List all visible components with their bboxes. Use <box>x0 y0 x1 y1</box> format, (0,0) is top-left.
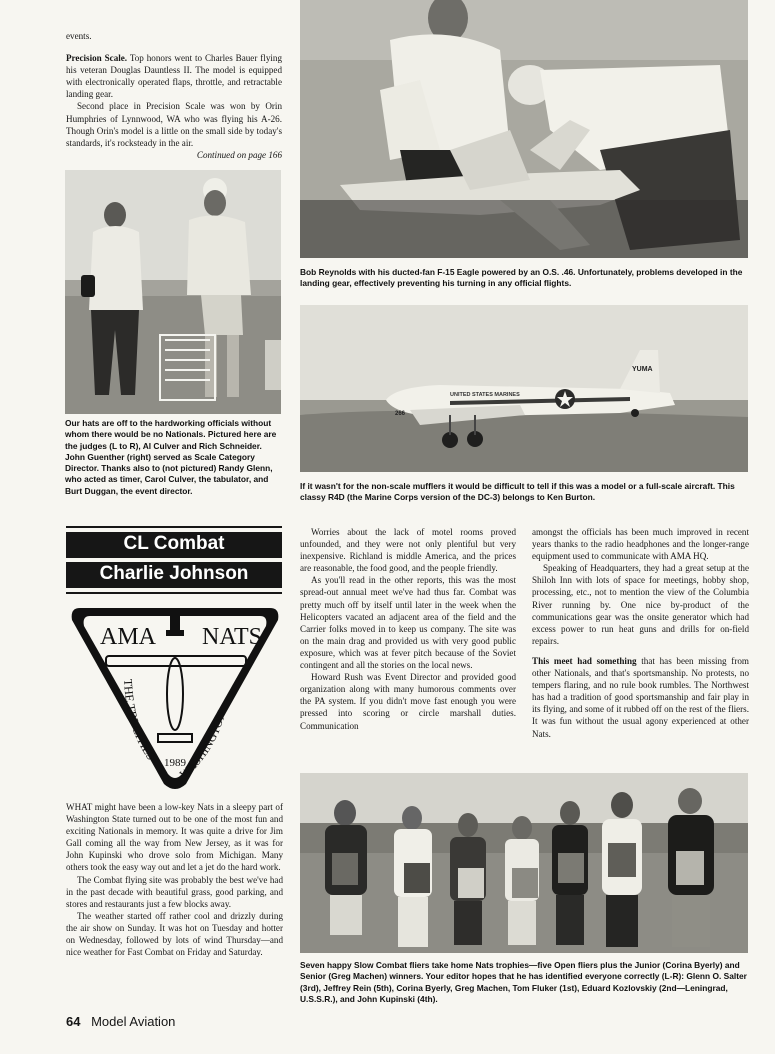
page-footer <box>66 1014 366 1029</box>
section-header <box>66 526 282 594</box>
section-author: Charlie Johnson <box>66 562 282 588</box>
precision-body: Top honors went to Charles Bauer flying his veteran Douglas Dauntless II. The model is equipped with electronically operated flaps, throttle, and retractable landing gear. <box>66 53 283 100</box>
judges-caption: Our hats are off to the hardworking officials without whom there would be no Nationals. Pictured here are the judges (L to R), Al Culver and Rich Schneider. John Guenther (right) served as Scale Category Director. Thanks also to (not pictured) Randy Glenn, who acted as timer, Carol Culver, the tabulator, and Burt Duggan, the event director. <box>65 418 277 496</box>
r4d-photo <box>300 305 748 472</box>
logo-arc-right-path: WASHINGTON <box>176 709 229 782</box>
f15-photo <box>300 0 748 258</box>
article-column-1 <box>66 801 283 958</box>
lead-text: events. <box>66 31 92 41</box>
ama-nats-logo-image <box>66 594 284 794</box>
precision-paragraph <box>66 52 282 100</box>
r4d-number-text: 266 <box>395 411 406 417</box>
article-column-3 <box>532 526 749 740</box>
logo-right-text: NATS <box>201 624 263 650</box>
article-p3: The weather started off rather cool and drizzly during the air show on Sunday. It was hot on Tuesday and hotter on Wednesday, followed by lots of wind Thursday—and nice weather for Fast Combat on Friday and Saturday. <box>66 910 283 958</box>
f15-caption: Bob Reynolds with his ducted-fan F-15 Eagle powered by an O.S. .46. Unfortunately, problems developed in the landing gear, effectively preventing his turning in any official flights. <box>300 267 743 289</box>
logo-arc-left-path: THE TRI-CITIES <box>120 678 159 763</box>
second-place-paragraph: Second place in Precision Scale was won by Orin Humphries of Lynnwood, WA who was flying his A-26. Though Orin's model is a little on the small side by today's standards, it's rocksteady in the air. <box>66 101 282 148</box>
r4d-fuselage-text: UNITED STATES MARINES <box>450 392 520 398</box>
r4d-caption: If it wasn't for the non-scale mufflers it would be difficult to tell if this was a model or a full-scale aircraft. This classy R4D (the Marine Corps version of the DC-3) belongs to Ken Burton. <box>300 481 735 503</box>
judges-photo-image <box>65 170 281 414</box>
article-p6: Howard Rush was Event Director and provided good organization along with many humorous comments over the PA system. If you didn't move fast enough you were pressed into scoring or circle marshall duties. Communication <box>300 672 516 731</box>
logo-left-text: AMA <box>99 624 157 650</box>
article-column-2 <box>300 526 516 732</box>
judges-photo <box>65 170 281 414</box>
logo-year: 1989 <box>164 757 186 769</box>
article-p5: As you'll read in the other reports, this was the most spread-out annual meet we've had thus far. Combat was pretty much off by itself until later in the week when the Helicopters vacated an adjacent area of the field and the Carrier folks moved in to keep us company. The site was on the main drag and provided us with very good public exposure, which was at fever pitch because of the Soviet contingent and all the stories on the local news. <box>300 575 516 671</box>
article-p1: WHAT might have been a low-key Nats in a sleepy part of Washington State turned out to be one of the most fun and exciting Nationals in memory. It was quite a drive for Jim Gall coming all the way from New Jersey, as it was for John Kupinski who drove solo from Michigan. Many others took the easy way out and let a jet do the hard work. <box>66 802 283 873</box>
precision-head: Precision Scale. <box>66 53 128 64</box>
article-p4: Worries about the lack of motel rooms proved unfounded, and they were not only plentiful but very inexpensive. Richland is middle America, and the prices are reasonable, the food good, and the people friendly. <box>300 527 516 574</box>
article-p8: Speaking of Headquarters, they had a great setup at the Shiloh Inn with lots of space for meetings, hobby shop, processing, etc., not to mention the view of the Columbia River running by. One nice by-product of the communications gear was the onsite generator which had excess power to run heat guns and drills for on-field repairs. <box>532 563 749 646</box>
continued-link[interactable]: Continued on page 166 <box>196 149 282 160</box>
page-number: 64 <box>66 1014 81 1029</box>
combat-photo <box>300 773 748 953</box>
precision-scale-text <box>66 30 282 161</box>
article-p2: The Combat flying site was probably the best we've had in the past decade with beautiful grass, good parking, and stores and restaurants just a few blocks away. <box>66 874 283 909</box>
f15-photo-image <box>300 0 748 258</box>
ama-nats-logo <box>66 594 284 794</box>
article-p9-head: This meet had something <box>532 655 637 666</box>
r4d-photo-image <box>300 305 748 472</box>
article-p7: amongst the officials has been much improved in recent years thanks to the radio headphones and the longer-range equipment used to communicate with AMA HQ. <box>532 527 749 562</box>
magazine-name: Model Aviation <box>91 1014 176 1029</box>
combat-caption: Seven happy Slow Combat fliers take home Nats trophies—five Open fliers plus the Junior (Corina Byerly) and Senior (Greg Machen) winners. Your editor hopes that he has identified everyone correctly (L-R): Glenn O. Salter (3rd), Jeffrey Rein (5th), Corina Byerly, Greg Machen, Tom Fluker (1st), Eduard Kozlovskiy (2nd—Leningrad, U.S.S.R.), and John Kupinski (4th). <box>300 960 747 1004</box>
article-p9 <box>532 655 749 740</box>
r4d-tail-text: YUMA <box>632 366 653 373</box>
section-title: CL Combat <box>66 532 282 558</box>
article-p9-body: that has been missing from other Nationals, and that's sportsmanship. No protests, no tempers flaring, and no rule book rumbles. The Northwest has had a tradition of good sportsmanship and fair play in its flying, and some of it rubbed off on the rest of the fliers. It was fun without the usual agony experienced at other Nats. <box>532 655 749 739</box>
combat-photo-image <box>300 773 748 953</box>
